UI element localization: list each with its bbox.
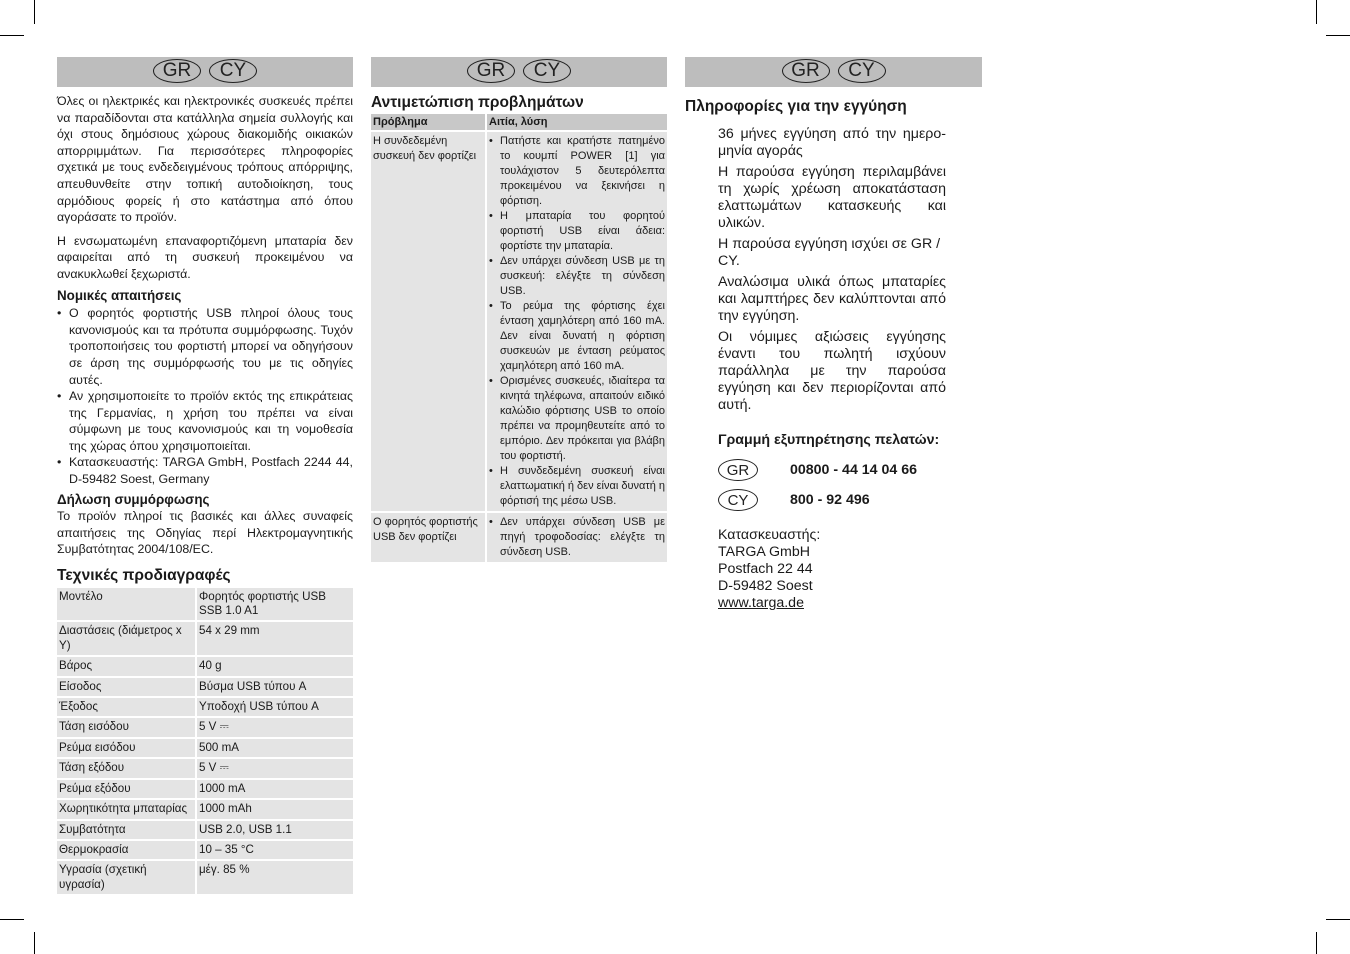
legal-heading: Νομικές απαιτήσεις [57, 287, 182, 303]
list-item: • Δεν υπάρχει σύνδεση USB με πηγή τροφοδοσίας: ελέγξτε τη σύνδεση USB. [489, 515, 665, 560]
table-row: Χωρητικότητα μπαταρίας 1000 mAh [57, 799, 353, 819]
crop-mark [0, 919, 24, 920]
table-row: Ρεύμα εξόδου 1000 mA [57, 779, 353, 799]
hotline-heading: Γραμμή εξυπηρέτησης πελατών: [718, 432, 940, 448]
disposal-paragraph: Όλες οι ηλεκτρικές και ηλεκτρονικές συσκευές πρέπει να παραδίδονται στα κατάλληλα σημεία συλλογής και όχι στους δημόσιους χώρους διακομιδής οικιακών απορριμμάτων. Για περισσότερες πληροφορίες σχετικά με τους ενδεδειγμένους τρόπους απόρριψης, απευθυνθείτε στην τοπική αυτοδιοίκηση, τους αρμόδιους φορείς ή στο κατάστημα από όπου αγοράσατε το προϊόν. [57, 94, 353, 225]
warranty-paragraph: Οι νόμιμες αξιώσεις εγγύησης έναντι του πωλητή ισχύουν παράλληλα με την παρούσα εγγύηση και δεν περιορίζονται από αυτή. [718, 329, 946, 413]
crop-mark [34, 0, 35, 24]
address-line: Κατασκευαστής: [718, 527, 821, 543]
warranty-paragraph: Αναλώσιμα υλικά όπως μπαταρίες και λαμπτήρες δεν καλύπτονται από την εγγύηση. [718, 274, 946, 324]
specs-table [57, 588, 353, 897]
badge-cy: CY [209, 59, 257, 83]
list-item: • Το ρεύμα της φόρτισης έχει ένταση χαμηλότερη από 160 mA. Δεν είναι δυνατή η φόρτιση συσκευών με ένταση ρεύματος χαμηλότερη από 160 mA. [489, 299, 665, 374]
crop-mark [1316, 0, 1317, 24]
troubleshooting-table [371, 114, 667, 564]
table-row: Είσοδος Βύσμα USB τύπου A [57, 677, 353, 697]
list-item: • Ο φορητός φορτιστής USB πληροί όλους τους κανονισμούς και τα πρότυπα συμμόρφωσης. Τυχόν τροποποιήσεις του φορτιστή μπορεί να οδηγήσουν σε άρση της συμμόρφωσής του με τις οδηγίες αυτές. [57, 305, 353, 388]
cause-list [489, 134, 665, 509]
language-header [685, 57, 982, 87]
conformity-text: Το προϊόν πληροί τις βασικές και άλλες συναφείς απαιτήσεις της Οδηγίας περί Ηλεκτρομαγνητικής Συμβατότητας 2004/108/EC. [57, 509, 353, 557]
cause-list [489, 515, 665, 560]
list-item: • Αν χρησιμοποιείτε το προϊόν εκτός της επικράτειας της Γερμανίας, η χρήση του πρέπει να είναι σύμφωνη με τους κανονισμούς και τη νομοθεσία της χώρας όπου χρησιμοποιείται. [57, 388, 353, 454]
warranty-heading: Πληροφορίες για την εγγύηση [685, 98, 907, 115]
language-header [371, 57, 667, 87]
crop-mark [1326, 35, 1350, 36]
column-troubleshooting [371, 57, 667, 564]
badge-gr: GR [467, 59, 515, 83]
conformity-heading: Δήλωση συμμόρφωσης [57, 491, 210, 507]
table-row: Ρεύμα εισόδου 500 mA [57, 738, 353, 758]
column-header-problem: Πρόβλημα [371, 114, 486, 131]
table-header-row [371, 114, 667, 131]
table-row: Υγρασία (σχετική υγρασία) μέγ. 85 % [57, 860, 353, 895]
table-row: Η συνδεδεμένη συσκευή δεν φορτίζει • Πατήστε και κρατήστε πατημένο το κουμπί POWER [1] για τουλάχιστον 5 δευτερόλεπτα προκειμένου να ξεκινήσει η φόρτιση. • Η μπαταρία του φορητού φορτιστή USB είναι άδεια: φορτίστε την μπαταρία. • Δεν υπάρχει σύνδεση USB με τη συσκευή: ελέγξτε τη σύνδεση USB. • Το ρεύμα της φόρτισης έχει ένταση χαμηλότερη από 160 mA. Δεν είναι δυνατή η φόρτιση συσκευών με ένταση ρεύματος χαμηλότερη από 160 mA. • Ορισμένες συσκευές, ιδιαίτερα τα κινητά τηλέφωνα, απαιτούν ειδικό καλώδιο φόρτισης USB το οποίο πρέπει να προμηθευτείτε από το εμπόριο. Δεν πρόκειται για βλάβη του φορτιστή. • Η συνδεδεμένη συσκευή είναι ελαττωματική ή δεν είναι δυνατή η φόρτισή της μέσω USB. [371, 131, 667, 512]
list-item: • Κατασκευαστής: TARGA GmbH, Postfach 2244 44, D-59482 Soest, Germany [57, 454, 353, 487]
warranty-paragraph: Η παρούσα εγγύηση περιλαμβάνει τη χωρίς χρέωση αποκατάσταση ελαττωμάτων κατασκευής και υλικών. [718, 164, 946, 231]
column-disposal-specs [57, 57, 353, 896]
column-header-cause: Αιτία, λύση [486, 114, 667, 131]
specs-heading: Τεχνικές προδιαγραφές [57, 567, 231, 585]
legal-list [57, 305, 353, 488]
badge-cy: CY [718, 489, 758, 511]
table-row: Βάρος 40 g [57, 656, 353, 676]
badge-gr: GR [153, 59, 201, 83]
table-row: Συμβατότητα USB 2.0, USB 1.1 [57, 820, 353, 840]
address-line: Postfach 22 44 [718, 561, 813, 577]
list-item: • Η μπαταρία του φορητού φορτιστή USB είναι άδεια: φορτίστε την μπαταρία. [489, 209, 665, 254]
table-row: Μοντέλο Φορητός φορτιστής USB SSB 1.0 A1 [57, 588, 353, 622]
table-row: Διαστάσεις (διάμετρος x Y) 54 x 29 mm [57, 621, 353, 656]
list-item: • Δεν υπάρχει σύνδεση USB με τη συσκευή: ελέγξτε τη σύνδεση USB. [489, 254, 665, 299]
crop-mark [0, 35, 24, 36]
badge-gr: GR [718, 459, 758, 481]
manufacturer-address [718, 527, 946, 612]
warranty-paragraph: Η παρούσα εγγύηση ισχύει σε GR / CY. [718, 236, 941, 269]
table-row: Τάση εξόδου 5 V ⎓ [57, 758, 353, 778]
address-line: TARGA GmbH [718, 544, 810, 560]
warranty-paragraph: 36 μήνες εγγύηση από την ημερο-μηνία αγοράς [718, 126, 946, 159]
hotline-number: 00800 - 44 14 04 66 [790, 461, 918, 478]
hotline-number: 800 - 92 496 [790, 491, 870, 508]
hotline-gr [718, 459, 946, 481]
crop-mark [1326, 919, 1350, 920]
address-line: D-59482 Soest [718, 578, 813, 594]
battery-paragraph: Η ενσωματωμένη επαναφορτιζόμενη μπαταρία δεν αφαιρείται από τη συσκευή προκειμένου να ανακυκλωθεί ξεχωριστά. [57, 233, 353, 281]
table-row: Έξοδος Υποδοχή USB τύπου A [57, 697, 353, 717]
list-item: • Ορισμένες συσκευές, ιδιαίτερα τα κινητά τηλέφωνα, απαιτούν ειδικό καλώδιο φόρτισης USB το οποίο πρέπει να προμηθευτείτε από το εμπόριο. Δεν πρόκειται για βλάβη του φορτιστή. [489, 374, 665, 464]
troubleshooting-heading: Αντιμετώπιση προβλημάτων [371, 94, 584, 111]
column-warranty [685, 57, 982, 612]
table-row: Θερμοκρασία 10 – 35 °C [57, 840, 353, 860]
badge-cy: CY [838, 59, 886, 83]
website-link[interactable]: www.targa.de [718, 595, 804, 611]
list-item: • Πατήστε και κρατήστε πατημένο το κουμπί POWER [1] για τουλάχιστον 5 δευτερόλεπτα προκειμένου να ξεκινήσει η φόρτιση. [489, 134, 665, 209]
list-item: • Η συνδεδεμένη συσκευή είναι ελαττωματική ή δεν είναι δυνατή η φόρτισή της μέσω USB. [489, 464, 665, 509]
table-row: Τάση εισόδου 5 V ⎓ [57, 717, 353, 737]
crop-mark [1316, 932, 1317, 954]
badge-cy: CY [523, 59, 571, 83]
table-row: Ο φορητός φορτιστής USB δεν φορτίζει • Δεν υπάρχει σύνδεση USB με πηγή τροφοδοσίας: ελέγξτε τη σύνδεση USB. [371, 512, 667, 563]
hotline-cy [718, 489, 946, 511]
crop-mark [34, 932, 35, 954]
badge-gr: GR [782, 59, 830, 83]
language-header [57, 57, 353, 87]
